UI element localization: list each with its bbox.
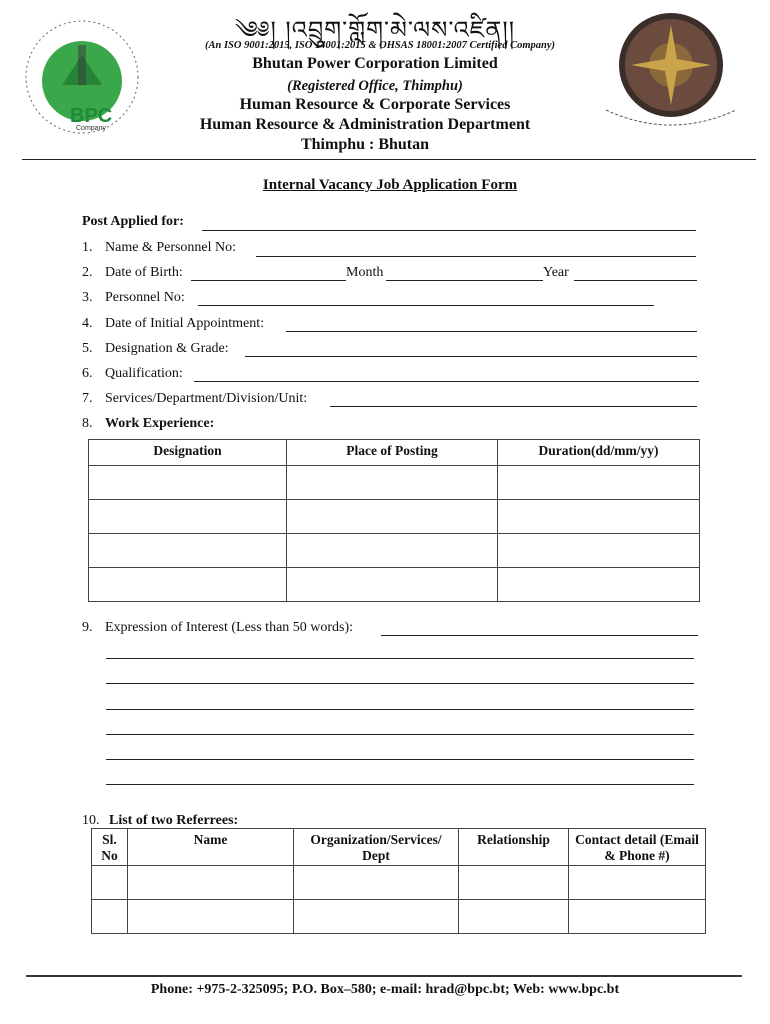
ref-cell[interactable] xyxy=(128,866,294,900)
col-designation: Designation xyxy=(89,440,287,466)
services-dept-label: Services/Department/Division/Unit: xyxy=(105,391,308,406)
initial-appointment-label: Date of Initial Appointment: xyxy=(105,316,265,331)
ref-cell[interactable] xyxy=(459,866,569,900)
designation-grade-label: Designation & Grade: xyxy=(105,341,229,356)
interest-line[interactable] xyxy=(106,734,694,735)
personnel-no-label: Personnel No: xyxy=(105,290,185,305)
col-contact: Contact detail (Email & Phone #) xyxy=(569,829,706,866)
location: Thimphu : Bhutan xyxy=(300,136,430,153)
initial-appointment-field[interactable] xyxy=(286,331,697,332)
ref-cell[interactable] xyxy=(569,900,706,934)
division-name: Human Resource & Corporate Services xyxy=(239,96,511,113)
work-cell[interactable] xyxy=(498,466,700,500)
logo-text: BPC xyxy=(70,105,113,127)
field-2-number: 2. xyxy=(82,265,93,280)
dob-year-label: Year xyxy=(543,265,569,280)
header-divider xyxy=(22,159,756,160)
work-cell[interactable] xyxy=(89,568,287,602)
interest-line[interactable] xyxy=(106,683,694,684)
ref-cell[interactable] xyxy=(128,900,294,934)
interest-line[interactable] xyxy=(106,784,694,785)
personnel-no-field[interactable] xyxy=(198,305,654,306)
dob-month-label: Month xyxy=(346,265,384,280)
form-title: Internal Vacancy Job Application Form xyxy=(262,177,518,193)
footer-divider xyxy=(26,975,742,977)
referees-label: List of two Referrees: xyxy=(109,813,239,828)
dob-month-field[interactable] xyxy=(386,280,543,281)
dob-label: Date of Birth: xyxy=(105,265,183,280)
work-cell[interactable] xyxy=(287,534,498,568)
work-experience-table xyxy=(88,439,700,602)
table-row xyxy=(92,900,706,934)
table-row xyxy=(92,866,706,900)
ref-cell[interactable] xyxy=(92,866,128,900)
work-cell[interactable] xyxy=(498,534,700,568)
col-sl-no: Sl. No xyxy=(92,829,128,866)
bpc-logo xyxy=(18,15,146,135)
designation-grade-field[interactable] xyxy=(245,356,697,357)
ref-cell[interactable] xyxy=(92,900,128,934)
work-experience-label: Work Experience: xyxy=(105,416,215,431)
logo-subtext: Company xyxy=(76,125,106,132)
services-dept-field[interactable] xyxy=(330,406,697,407)
interest-field-first[interactable] xyxy=(381,635,698,636)
col-relationship: Relationship xyxy=(459,829,569,866)
interest-line[interactable] xyxy=(106,759,694,760)
department-name: Human Resource & Administration Department xyxy=(199,116,531,133)
col-name: Name xyxy=(128,829,294,866)
certification-line: (An ISO 9001:2015, ISO 14001:2015 & OHSAS 18001:2007 Certified Company) xyxy=(204,40,556,51)
dob-day-field[interactable] xyxy=(191,280,346,281)
work-cell[interactable] xyxy=(89,466,287,500)
field-1-number: 1. xyxy=(82,240,93,255)
work-cell[interactable] xyxy=(498,568,700,602)
ref-cell[interactable] xyxy=(294,866,459,900)
company-name: Bhutan Power Corporation Limited xyxy=(252,55,498,72)
work-cell[interactable] xyxy=(89,500,287,534)
qualification-label: Qualification: xyxy=(105,366,183,381)
work-cell[interactable] xyxy=(498,500,700,534)
field-10-number: 10. xyxy=(82,813,100,828)
field-5-number: 5. xyxy=(82,341,93,356)
field-3-number: 3. xyxy=(82,290,93,305)
field-6-number: 6. xyxy=(82,366,93,381)
dob-year-field[interactable] xyxy=(574,280,697,281)
ref-cell[interactable] xyxy=(569,866,706,900)
footer-contact: Phone: +975-2-325095; P.O. Box–580; e-mail: hrad@bpc.bt; Web: www.bpc.bt xyxy=(150,982,620,997)
interest-line[interactable] xyxy=(106,658,694,659)
name-personnel-field[interactable] xyxy=(256,256,696,257)
referees-table xyxy=(91,828,706,934)
ref-cell[interactable] xyxy=(459,900,569,934)
work-cell[interactable] xyxy=(287,568,498,602)
col-organization: Organization/Services/ Dept xyxy=(294,829,459,866)
col-duration: Duration(dd/mm/yy) xyxy=(498,440,700,466)
royal-emblem xyxy=(596,10,746,132)
field-4-number: 4. xyxy=(82,316,93,331)
tibetan-title: ༄༅། །འབྲུག་གློག་མེ་ལས་འཛིན།། xyxy=(234,16,516,44)
name-personnel-label: Name & Personnel No: xyxy=(105,240,237,255)
table-row xyxy=(89,466,700,500)
table-row xyxy=(89,568,700,602)
table-row xyxy=(89,534,700,568)
interest-line[interactable] xyxy=(106,709,694,710)
registered-office: (Registered Office, Thimphu) xyxy=(287,78,463,94)
work-cell[interactable] xyxy=(89,534,287,568)
field-7-number: 7. xyxy=(82,391,93,406)
qualification-field[interactable] xyxy=(194,381,699,382)
field-8-number: 8. xyxy=(82,416,93,431)
post-applied-label: Post Applied for: xyxy=(82,214,184,229)
field-9-number: 9. xyxy=(82,620,93,635)
table-row xyxy=(89,500,700,534)
work-cell[interactable] xyxy=(287,466,498,500)
ref-cell[interactable] xyxy=(294,900,459,934)
work-cell[interactable] xyxy=(287,500,498,534)
post-applied-field[interactable] xyxy=(202,230,696,231)
interest-label: Expression of Interest (Less than 50 words): xyxy=(105,620,354,635)
col-place-of-posting: Place of Posting xyxy=(287,440,498,466)
